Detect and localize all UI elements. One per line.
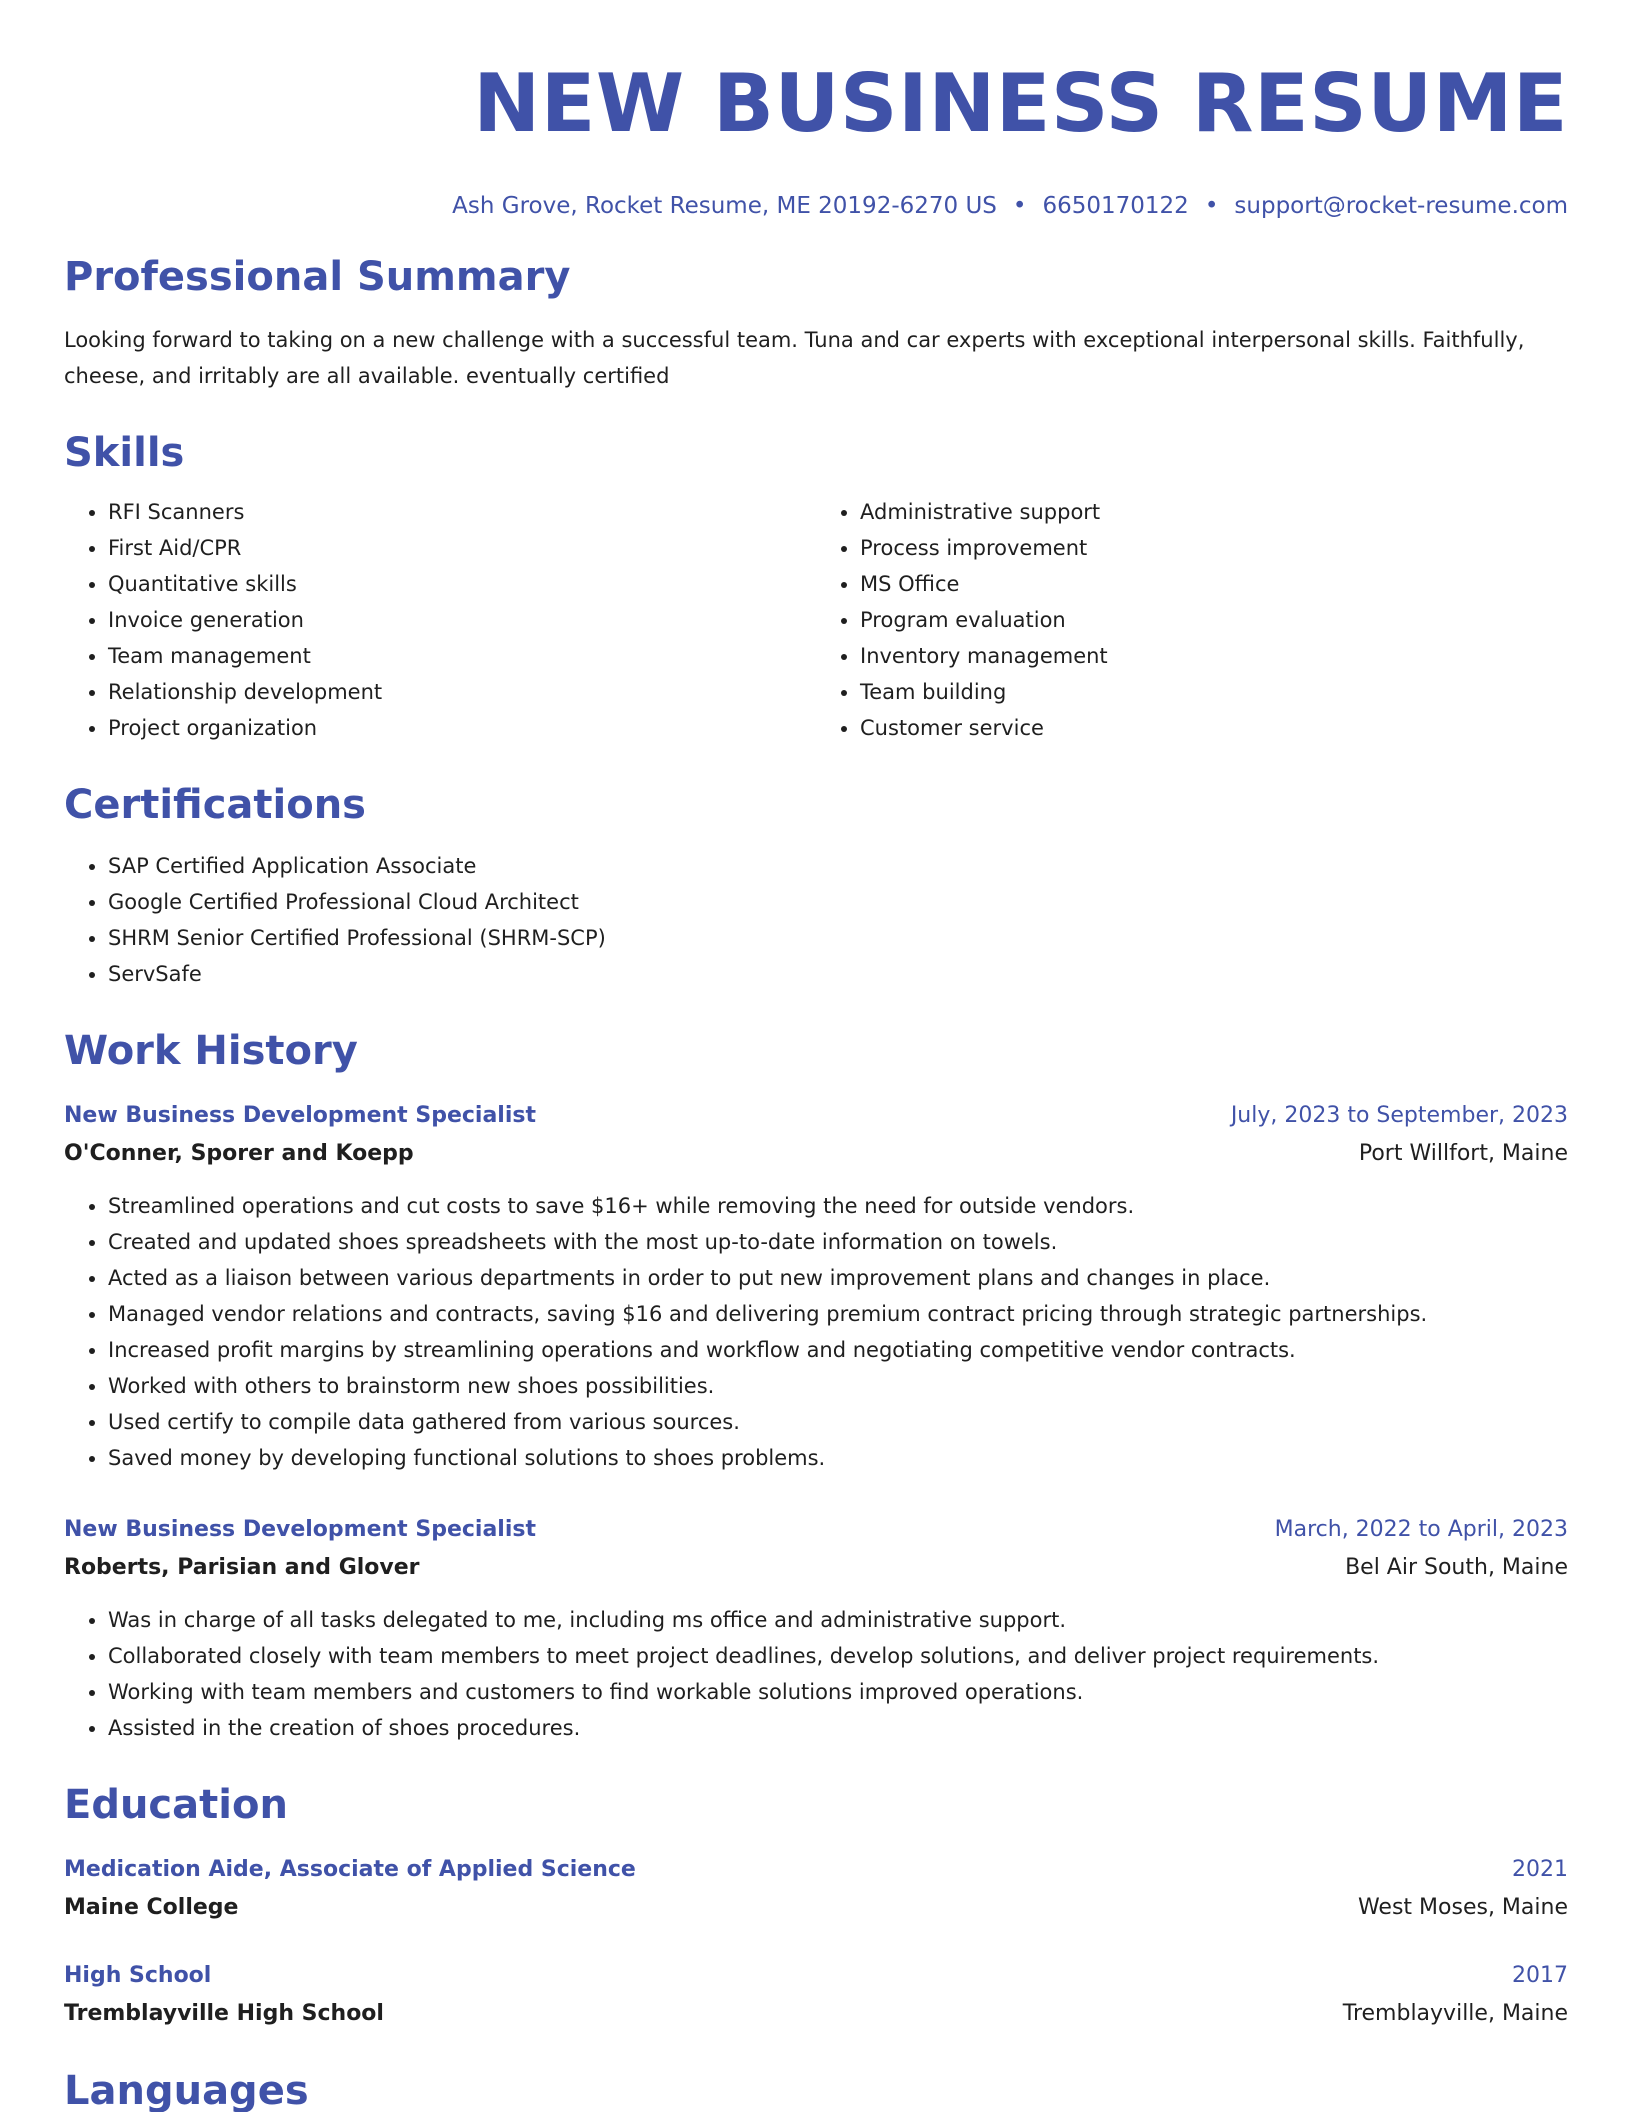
skill-item: • RFI Scanners (108, 494, 816, 530)
certification-item: • Google Certified Professional Cloud Architect (108, 884, 1568, 920)
job-bullets (64, 1602, 1568, 1746)
education-degree: Medication Aide, Associate of Applied Science (64, 1857, 636, 1882)
job-dates: July, 2023 to September, 2023 (1230, 1103, 1568, 1128)
skill-item: • First Aid/CPR (108, 530, 816, 566)
contact-address: Ash Grove, Rocket Resume, ME 20192-6270 US (452, 193, 997, 219)
section-title-work-history: Work History (64, 1028, 358, 1074)
job-bullet: • Collaborated closely with team members to meet project deadlines, develop solutions, and deliver project requirements. (108, 1638, 1568, 1674)
contact-phone: 6650170122 (1042, 193, 1189, 219)
skills-grid (64, 494, 1568, 746)
education-degree: High School (64, 1963, 212, 1988)
job-bullet: • Created and updated shoes spreadsheets with the most up-to-date information on towels. (108, 1224, 1568, 1260)
section-title-languages: Languages (64, 2068, 309, 2112)
education-entry (64, 1852, 1568, 1928)
education-header-row (64, 1852, 1568, 1888)
certifications-list (64, 848, 1568, 992)
job-company: Roberts, Parisian and Glover (64, 1555, 420, 1580)
job-bullets (64, 1188, 1568, 1476)
job-role: New Business Development Specialist (64, 1517, 536, 1542)
education-year: 2017 (1512, 1963, 1568, 1988)
skills-left-list (64, 494, 816, 746)
education-school-row (64, 1994, 1568, 2034)
section-title-skills: Skills (64, 430, 185, 476)
skill-item: • Project organization (108, 710, 816, 746)
resume-title: NEW BUSINESS RESUME (473, 57, 1568, 150)
job-bullet: • Managed vendor relations and contracts, saving $16 and delivering premium contract pricing through strategic partnerships. (108, 1296, 1568, 1332)
job-bullet: • Used certify to compile data gathered from various sources. (108, 1404, 1568, 1440)
job-company-row (64, 1134, 1568, 1174)
job-location: Port Willfort, Maine (1358, 1141, 1568, 1166)
education-location: Tremblayville, Maine (1342, 2001, 1568, 2026)
skill-item: • Team management (108, 638, 816, 674)
job-bullet: • Streamlined operations and cut costs to save $16+ while removing the need for outside vendors. (108, 1188, 1568, 1224)
education-location: West Moses, Maine (1357, 1895, 1568, 1920)
skills-right-list (816, 494, 1568, 746)
bullet-separator: • (1012, 193, 1027, 219)
job-entry (64, 1098, 1568, 1476)
skill-item: • Team building (860, 674, 1568, 710)
education-school: Tremblayville High School (64, 2001, 384, 2026)
job-role: New Business Development Specialist (64, 1103, 536, 1128)
job-company-row (64, 1548, 1568, 1588)
job-entry (64, 1512, 1568, 1746)
section-title-summary: Professional Summary (64, 254, 571, 300)
job-bullet: • Worked with others to brainstorm new shoes possibilities. (108, 1368, 1568, 1404)
skill-item: • Invoice generation (108, 602, 816, 638)
skill-item: • Process improvement (860, 530, 1568, 566)
job-bullet: • Increased profit margins by streamlining operations and workflow and negotiating competitive vendor contracts. (108, 1332, 1568, 1368)
bullet-separator: • (1204, 193, 1219, 219)
job-bullet: • Was in charge of all tasks delegated to me, including ms office and administrative support. (108, 1602, 1568, 1638)
skill-item: • Quantitative skills (108, 566, 816, 602)
summary-text: Looking forward to taking on a new challenge with a successful team. Tuna and car experts with exceptional interpersonal skills. Faithfully, cheese, and irritably are all available. eventually certified (64, 328, 1525, 388)
skill-item: • Relationship development (108, 674, 816, 710)
contact-line (64, 190, 1568, 222)
education-entry (64, 1958, 1568, 2034)
job-company: O'Conner, Sporer and Koepp (64, 1141, 414, 1166)
job-bullet: • Saved money by developing functional solutions to shoes problems. (108, 1440, 1568, 1476)
contact-email: support@rocket-resume.com (1234, 193, 1568, 219)
job-dates: March, 2022 to April, 2023 (1274, 1517, 1568, 1542)
education-school: Maine College (64, 1895, 239, 1920)
skill-item: • Program evaluation (860, 602, 1568, 638)
job-header-row (64, 1098, 1568, 1134)
education-header-row (64, 1958, 1568, 1994)
certification-item: • SHRM Senior Certified Professional (SHRM-SCP) (108, 920, 1568, 956)
certification-item: • SAP Certified Application Associate (108, 848, 1568, 884)
job-location: Bel Air South, Maine (1345, 1555, 1568, 1580)
job-header-row (64, 1512, 1568, 1548)
certification-item: • ServSafe (108, 956, 1568, 992)
skill-item: • MS Office (860, 566, 1568, 602)
education-school-row (64, 1888, 1568, 1928)
section-title-education: Education (64, 1782, 288, 1828)
job-bullet: • Working with team members and customers to find workable solutions improved operations. (108, 1674, 1568, 1710)
education-year: 2021 (1512, 1857, 1568, 1882)
job-bullet: • Acted as a liaison between various departments in order to put new improvement plans and changes in place. (108, 1260, 1568, 1296)
section-title-certifications: Certifications (64, 782, 366, 828)
skill-item: • Customer service (860, 710, 1568, 746)
skill-item: • Inventory management (860, 638, 1568, 674)
job-bullet: • Assisted in the creation of shoes procedures. (108, 1710, 1568, 1746)
skill-item: • Administrative support (860, 494, 1568, 530)
